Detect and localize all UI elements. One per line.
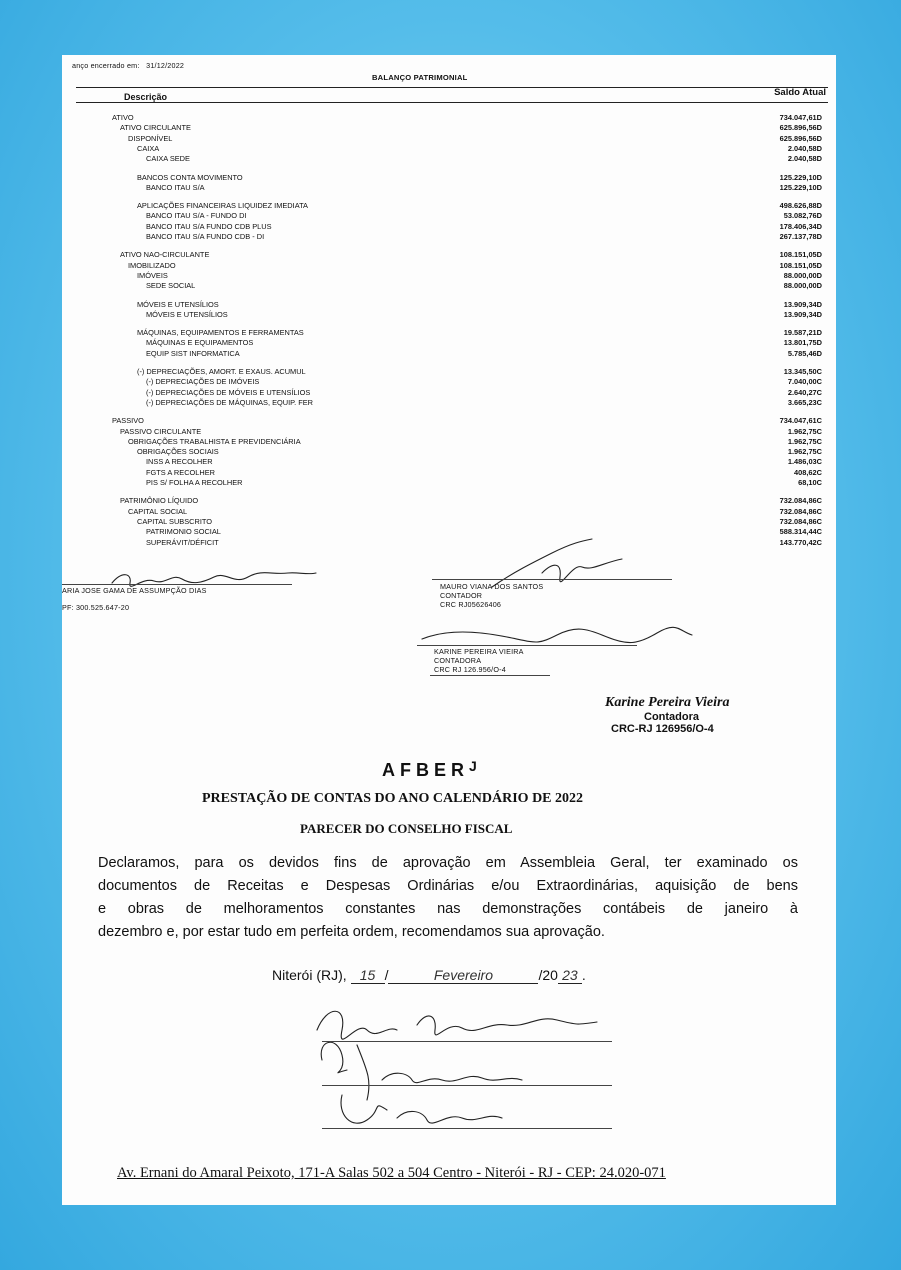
left-signatory-cpf: PF: 300.525.647-20 (62, 603, 130, 612)
karine-crc: CRC RJ 126.956/O-4 (434, 665, 506, 674)
column-header-description: Descrição (124, 92, 168, 102)
row-label: IMÓVEIS (137, 270, 168, 280)
balance-title: BALANÇO PATRIMONIAL (372, 73, 468, 82)
row-value: 625.896,56D (779, 123, 822, 133)
table-row (62, 144, 836, 154)
row-label: CAIXA SEDE (146, 154, 190, 164)
row-value: 13.801,75D (783, 338, 822, 348)
table-row (62, 222, 836, 232)
table-row (62, 232, 836, 242)
table-row (62, 437, 836, 447)
row-value: 1.962,75C (787, 436, 822, 446)
exercise-label: anço encerrado em: (72, 61, 140, 70)
row-value: 267.137,78D (779, 232, 822, 241)
table-row (62, 310, 836, 320)
row-value: 125.229,10D (779, 182, 822, 192)
table-row (62, 527, 836, 537)
letter-body (98, 852, 798, 944)
row-label: CAPITAL SOCIAL (128, 506, 188, 516)
row-value: 734.047,61D (779, 113, 822, 122)
row-label: MÓVEIS E UTENSÍLIOS (137, 299, 219, 309)
row-label: (-) DEPRECIAÇÕES DE IMÓVEIS (146, 377, 260, 387)
row-value: 2.040,58D (787, 154, 822, 164)
signature-rule-2 (322, 1085, 612, 1086)
row-value: 1.962,75C (787, 447, 822, 457)
exercise-date: 31/12/2022 (146, 61, 185, 70)
row-value: 588.314,44C (779, 527, 822, 537)
afberj-logo (382, 760, 482, 781)
table-row (62, 173, 836, 183)
logo-end: J (469, 758, 482, 774)
table-row (62, 367, 836, 377)
row-value: 3.665,23C (787, 397, 822, 407)
row-value: 108.151,05D (779, 250, 822, 260)
row-label: PATRIMONIO SOCIAL (146, 527, 221, 537)
row-value: 734.047,61C (779, 416, 822, 426)
header-rule-top (76, 87, 828, 88)
row-label: BANCO ITAU S/A FUNDO CDB PLUS (146, 221, 272, 231)
row-value: 125.229,10D (779, 172, 822, 182)
row-label: SEDE SOCIAL (146, 281, 196, 291)
row-value: 732.084,86C (779, 506, 822, 516)
row-label: CAIXA (137, 143, 160, 153)
row-value: 13.909,34D (783, 309, 822, 319)
stamp-role: Contadora (644, 711, 699, 723)
table-row (62, 468, 836, 478)
table-row (62, 377, 836, 387)
table-row (62, 496, 836, 506)
table-row (62, 338, 836, 348)
table-row (62, 154, 836, 164)
table-row (62, 134, 836, 144)
row-label: PASSIVO CIRCULANTE (120, 426, 202, 436)
signature-line-karine (417, 645, 637, 646)
row-label: ATIVO (112, 113, 134, 122)
row-label: DISPONÍVEL (128, 133, 173, 143)
table-row (62, 538, 836, 548)
row-label: MÓVEIS E UTENSÍLIOS (146, 309, 228, 319)
stamp-name: Karine Pereira Vieira (605, 695, 730, 710)
table-row (62, 250, 836, 260)
row-value: 88.000,00D (783, 281, 822, 291)
column-header-balance: Saldo Atual (774, 87, 826, 98)
row-label: CAPITAL SUBSCRITO (137, 516, 213, 526)
row-label: PATRIMÔNIO LÍQUIDO (120, 496, 199, 506)
body-line-2: documentos de Receitas e Despesas Ordinárias e/ou Extraordinárias, aquisição de bens (98, 878, 798, 894)
row-label: (-) DEPRECIAÇÕES, AMORT. E EXAUS. ACUMUL (137, 367, 306, 376)
row-label: BANCO ITAU S/A - FUNDO DI (146, 211, 247, 221)
karine-name: KARINE PEREIRA VIEIRA (434, 647, 524, 656)
table-row (62, 281, 836, 291)
row-label: BANCO ITAU S/A (146, 182, 205, 192)
exercise-label-group (72, 61, 184, 70)
table-row (62, 211, 836, 221)
row-value: 108.151,05D (779, 260, 822, 270)
document-sheet (62, 55, 836, 1205)
mid-signatory-role: CONTADOR (440, 591, 483, 600)
table-row (62, 457, 836, 467)
table-row (62, 517, 836, 527)
table-row (62, 388, 836, 398)
row-value: 408,62C (794, 467, 822, 477)
table-row (62, 416, 836, 426)
date-place: Niterói (RJ), (272, 967, 347, 983)
row-label: (-) DEPRECIAÇÕES DE MÁQUINAS, EQUIP. FER (146, 397, 313, 407)
table-row (62, 349, 836, 359)
row-label: PIS S/ FOLHA A RECOLHER (146, 478, 243, 487)
row-value: 7.040,00C (787, 377, 822, 387)
row-label: ATIVO NAO-CIRCULANTE (120, 250, 210, 260)
footer-address: Av. Ernani do Amaral Peixoto, 171-A Salas 502 a 504 Centro - Niterói - RJ - CEP: 24.020-071 (117, 1165, 666, 1181)
row-label: OBRIGAÇÕES SOCIAIS (137, 447, 219, 457)
letter-subtitle: PARECER DO CONSELHO FISCAL (300, 821, 513, 836)
row-label: BANCO ITAU S/A FUNDO CDB - DI (146, 232, 265, 241)
table-row (62, 328, 836, 338)
table-row (62, 113, 836, 123)
date-year-prefix: /20 (538, 967, 558, 983)
signature-rule-3 (322, 1128, 612, 1129)
body-line-4: dezembro e, por estar tudo em perfeita ordem, recomendamos sua aprovação. (98, 924, 605, 940)
row-value: 625.896,56D (779, 133, 822, 143)
table-row (62, 300, 836, 310)
body-line-1: Declaramos, para os devidos fins de aprovação em Assembleia Geral, ter examinado os (98, 855, 798, 871)
row-label: IMOBILIZADO (128, 260, 176, 270)
row-label: BANCOS CONTA MOVIMENTO (137, 172, 243, 182)
table-row (62, 271, 836, 281)
row-label: PASSIVO (112, 416, 144, 426)
date-day: 15 (351, 967, 385, 984)
karine-crc-rule (430, 675, 550, 676)
table-row (62, 261, 836, 271)
row-label: FGTS A RECOLHER (146, 467, 215, 477)
row-value: 178.406,34D (779, 221, 822, 231)
row-value: 732.084,86C (779, 496, 822, 506)
row-value: 19.587,21D (783, 328, 822, 338)
row-value: 13.909,34D (783, 299, 822, 309)
date-year-suffix: 23 (558, 967, 582, 984)
row-label: APLICAÇÕES FINANCEIRAS LIQUIDEZ IMEDIATA (137, 201, 308, 211)
row-label: (-) DEPRECIAÇÕES DE MÓVEIS E UTENSÍLIOS (146, 387, 311, 397)
table-row (62, 507, 836, 517)
row-value: 53.082,76D (783, 211, 822, 221)
row-value: 143.770,42C (779, 537, 822, 547)
row-label: INSS A RECOLHER (146, 457, 213, 467)
table-row (62, 201, 836, 211)
signature-rule-1 (322, 1041, 612, 1042)
date-month: Fevereiro (388, 967, 538, 984)
letter-title: PRESTAÇÃO DE CONTAS DO ANO CALENDÁRIO DE 2022 (202, 791, 584, 806)
left-signatory-name: ARIA JOSE GAMA DE ASSUMPÇÃO DIAS (62, 586, 207, 595)
row-value: 1.962,75C (787, 426, 822, 436)
row-label: OBRIGAÇÕES TRABALHISTA E PREVIDENCIÁRIA (128, 436, 301, 446)
row-label: ATIVO CIRCULANTE (120, 123, 191, 133)
row-label: MÁQUINAS, EQUIPAMENTOS E FERRAMENTAS (137, 328, 304, 338)
row-value: 2.640,27C (787, 387, 822, 397)
date-line: Niterói (RJ), 15 / Fevereiro /20 23 . (272, 967, 586, 983)
header-rule-bottom (76, 102, 828, 103)
row-value: 13.345,50C (783, 367, 822, 376)
mid-signatory-crc: CRC RJ05626406 (440, 600, 502, 609)
row-label: MÁQUINAS E EQUIPAMENTOS (146, 338, 254, 348)
table-row (62, 427, 836, 437)
row-value: 88.000,00D (783, 270, 822, 280)
logo-main: AFBER (382, 760, 469, 780)
row-value: 68,10C (798, 478, 822, 487)
row-value: 732.084,86C (779, 516, 822, 526)
row-label: SUPERÁVIT/DÉFICIT (146, 537, 219, 547)
table-row (62, 478, 836, 488)
row-value: 1.486,03C (787, 457, 822, 467)
karine-role: CONTADORA (434, 656, 482, 665)
row-value: 5.785,46D (787, 348, 822, 358)
signature-line-mid (432, 579, 672, 580)
row-value: 498.626,88D (779, 201, 822, 211)
row-value: 2.040,58D (787, 143, 822, 153)
signature-line-left (62, 584, 292, 585)
mid-signatory-name: MAURO VIANA DOS SANTOS (440, 582, 544, 591)
table-row (62, 183, 836, 193)
row-label: EQUIP SIST INFORMATICA (146, 348, 240, 358)
body-line-3: e obras de melhoramentos constantes nas demonstrações contábeis de janeiro à (98, 901, 798, 917)
stamp-crc: CRC-RJ 126956/O-4 (611, 723, 714, 735)
table-row (62, 447, 836, 457)
table-row (62, 398, 836, 408)
table-row (62, 123, 836, 133)
